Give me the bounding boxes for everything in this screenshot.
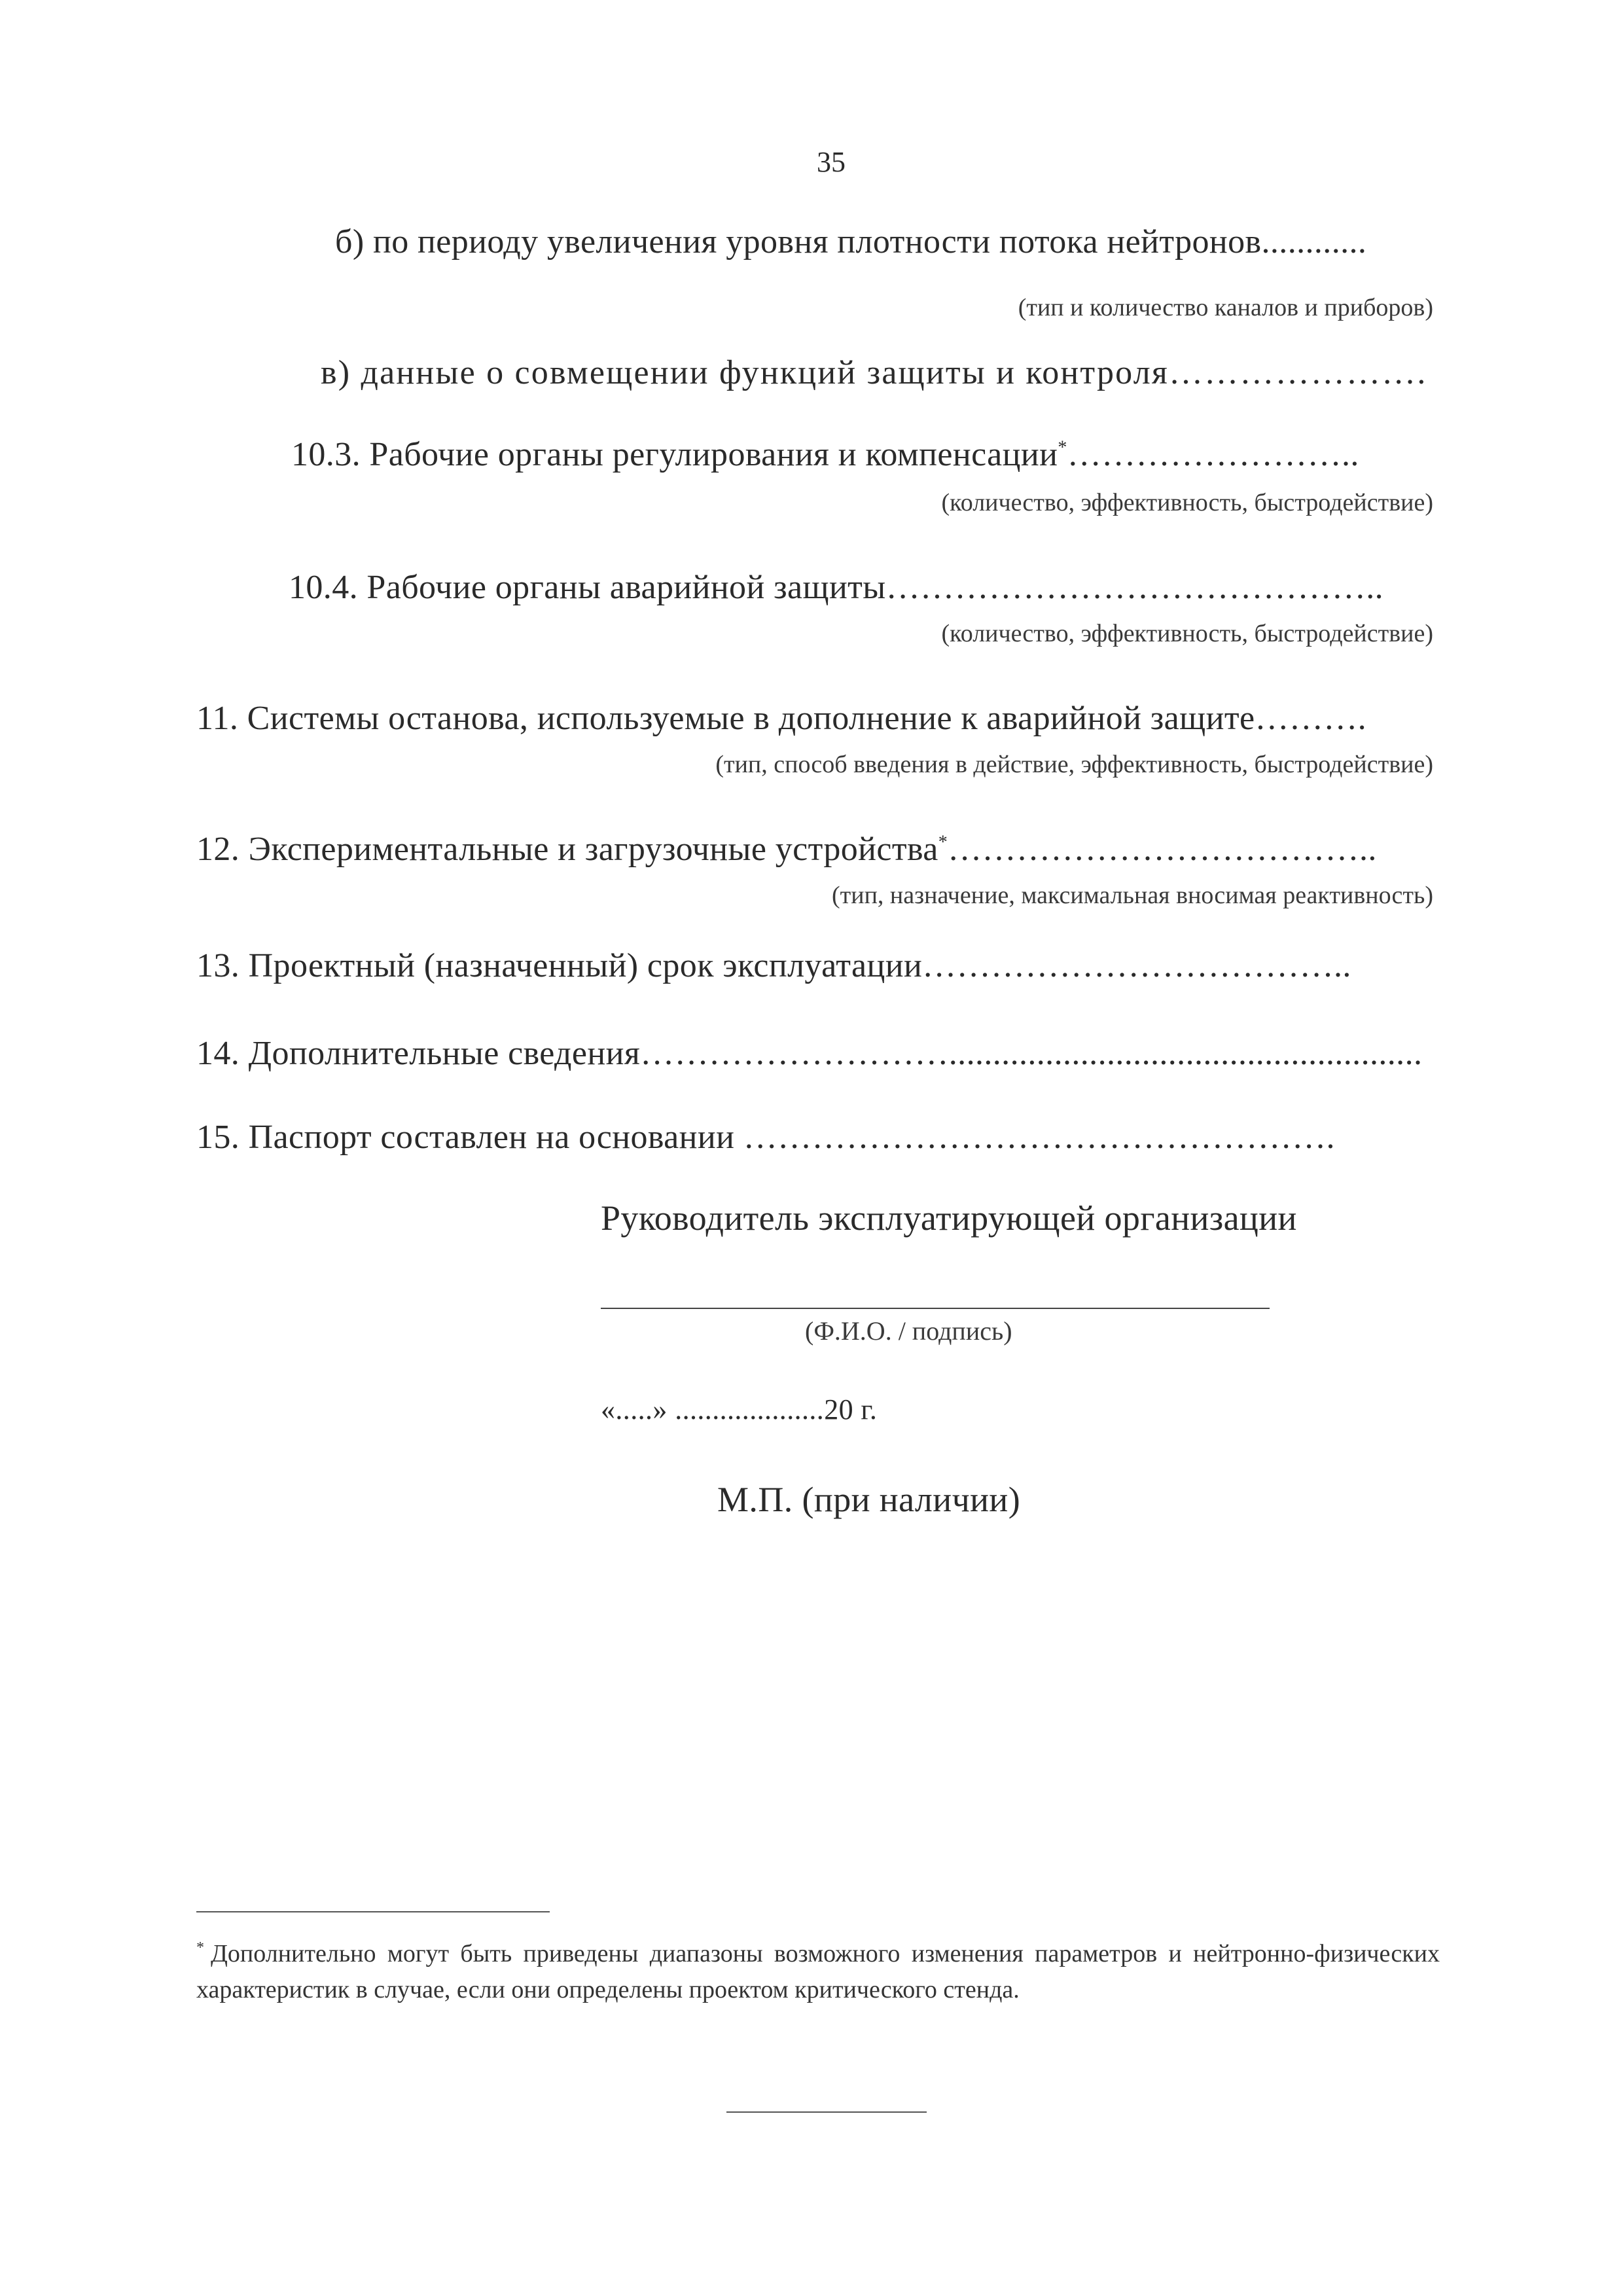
item-12-line: [196, 830, 1377, 869]
item-14-text: 14. Дополнительные сведения………………………......................................................: [196, 1035, 1423, 1072]
item-11-text: 11. Системы останова, используемые в дополнение к аварийной защите……….: [196, 700, 1367, 737]
signature-date: «.....» ....................20 г.: [601, 1393, 878, 1426]
item-12-text: 12. Экспериментальные и загрузочные устройства: [196, 831, 938, 868]
item-10-2-b-text: б) по периоду увеличения уровня плотности потока нейтронов............: [335, 223, 1367, 260]
item-13-text: 13. Проектный (назначенный) срок эксплуатации………………………………..: [196, 947, 1351, 984]
item-10-3-hint: (количество, эффективность, быстродействие): [941, 489, 1433, 516]
item-15-text: 15. Паспорт составлен на основании …………………………………………….: [196, 1119, 1335, 1156]
footnote-separator: [196, 1911, 550, 1912]
item-10-4-text: 10.4. Рабочие органы аварийной защиты……………………………………..: [289, 569, 1384, 606]
signature-caption: (Ф.И.О. / подпись): [805, 1316, 1012, 1346]
item-12-hint: (тип, назначение, максимальная вносимая реактивность): [831, 882, 1433, 909]
item-10-3-text: 10.3. Рабочие органы регулирования и компенсации: [291, 436, 1058, 473]
item-11-hint: (тип, способ введения в действие, эффективность, быстродействие): [715, 751, 1433, 778]
item-10-3-footnote-marker: *: [1058, 437, 1067, 458]
item-10-3-dots: ……………………..: [1067, 436, 1359, 473]
footnote-marker: *: [196, 1939, 204, 1957]
footnote-text: Дополнительно могут быть приведены диапазоны возможного изменения параметров и нейтронно-физических характеристик в случае, если они определены проектом критического стенда.: [196, 1940, 1440, 2003]
item-10-4-hint: (количество, эффективность, быстродействие): [941, 620, 1433, 647]
item-10-2-b-hint: (тип и количество каналов и приборов): [1018, 294, 1433, 321]
footnote: [196, 1936, 1440, 2008]
item-10-3-line: [291, 435, 1359, 474]
page-number: 35: [817, 146, 846, 178]
item-10-2-v-text: в) данные о совмещении функций защиты и контроля………………….: [321, 354, 1427, 391]
stamp-note: М.П. (при наличии): [717, 1480, 1021, 1519]
signature-line: [601, 1308, 1270, 1309]
end-of-page-rule: [726, 2111, 927, 2113]
item-12-dots: ………………………………..: [948, 831, 1377, 868]
item-12-footnote-marker: *: [938, 832, 948, 853]
signature-head: Руководитель эксплуатирующей организации: [601, 1198, 1297, 1238]
